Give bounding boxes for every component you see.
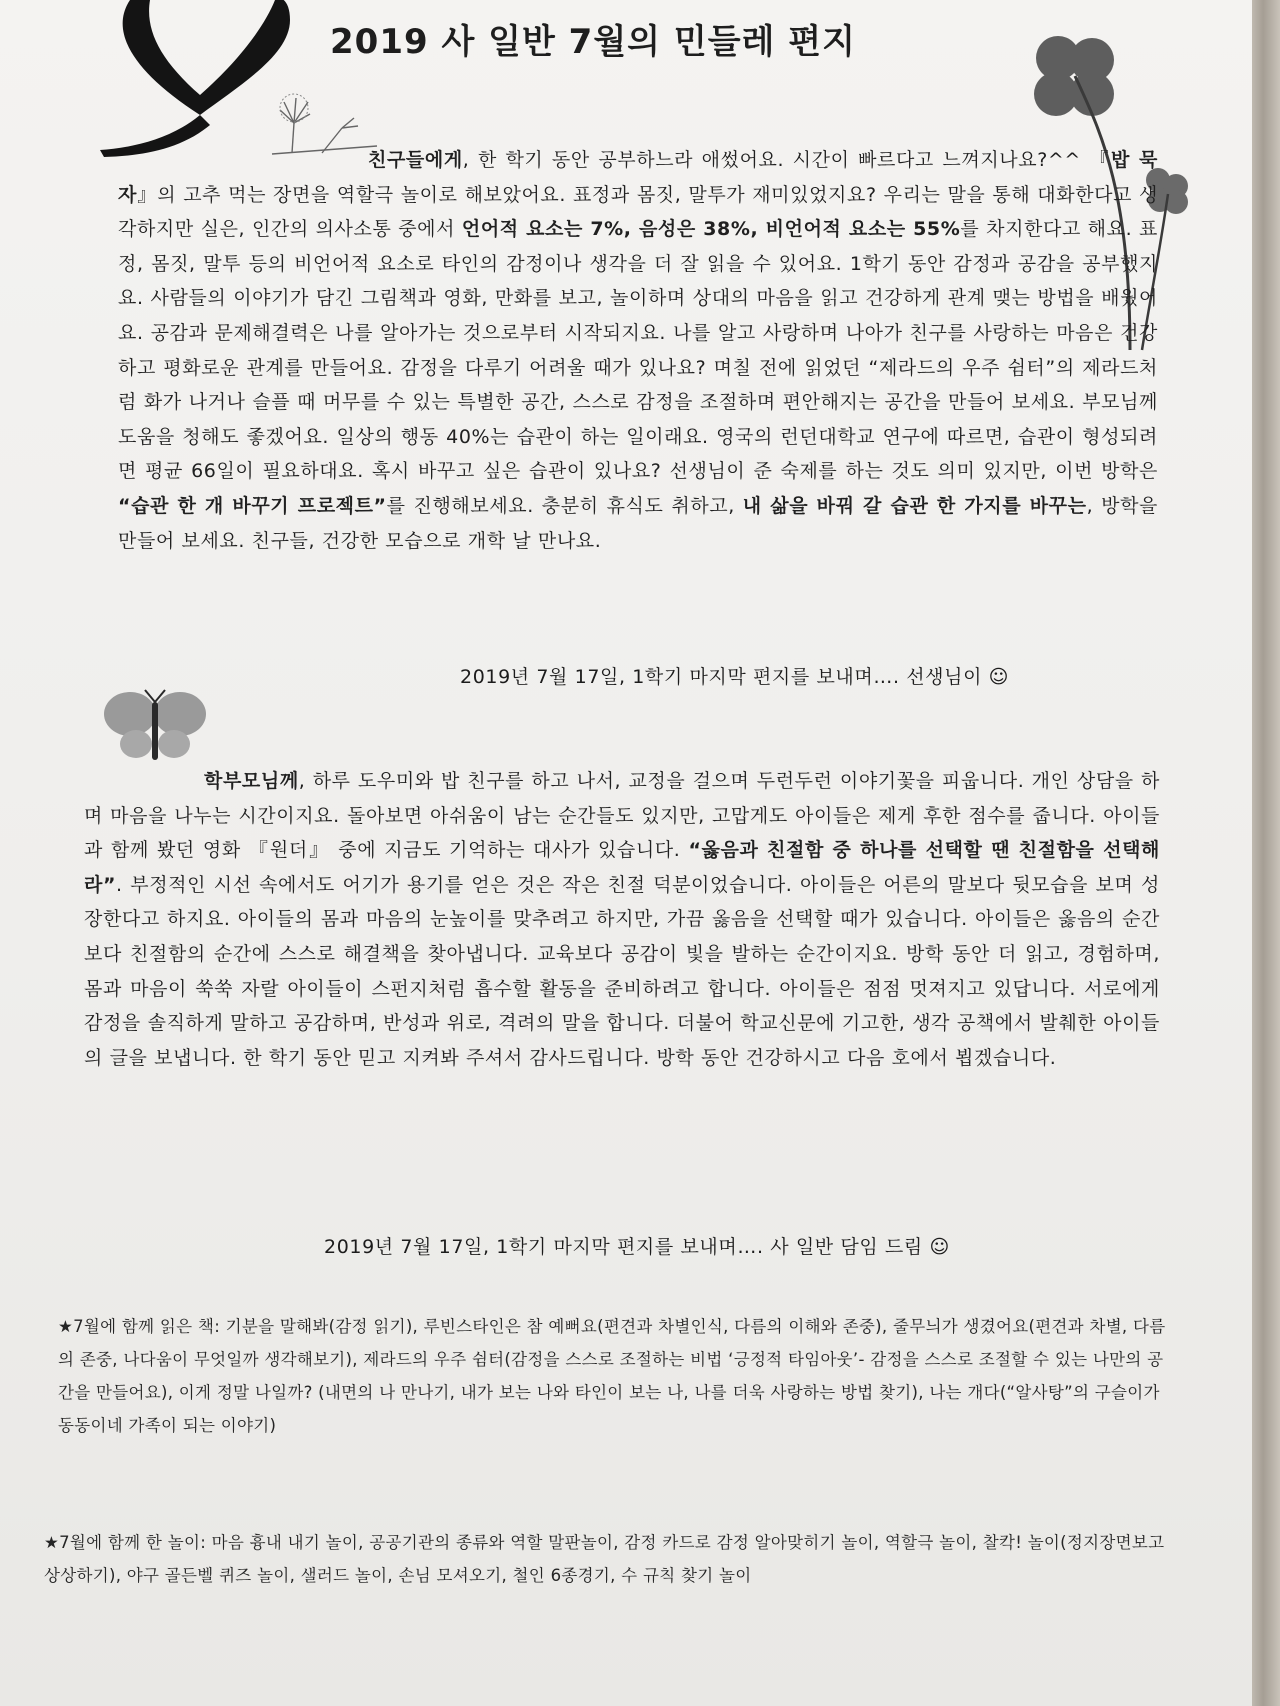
students-text-1: , 한 학기 동안 공부하느라 애썼어요. 시간이 빠르다고 느껴지나요?^^ 『	[462, 149, 1111, 171]
butterfly-icon	[100, 688, 210, 768]
habit-project: “습관 한 개 바꾸기 프로젝트”	[118, 494, 387, 517]
page-edge	[1252, 0, 1280, 1706]
students-text-5: , 방학을 만들어 보세요. 친구들, 건강한 모습으로 개학 날 만나요.	[118, 494, 1158, 552]
movie-quote: “옳음과 친절함 중 하나를 선택할 땐 친절함을 선택해라”	[84, 839, 1160, 896]
students-signature: 2019년 7월 17일, 1학기 마지막 편지를 보내며…. 선생님이 ☺	[460, 666, 1010, 688]
habit-phrase: 내 삶을 바꿔 갈 습관 한 가지를 바꾸는	[742, 494, 1087, 517]
page-title: 2019 사 일반 7월의 민들레 편지	[330, 22, 856, 62]
parents-greeting: 학부모님께	[204, 770, 299, 792]
letter-to-parents	[84, 764, 1160, 1075]
letter-to-students	[118, 143, 1158, 558]
communication-stat: 언어적 요소는 7%, 음성은 38%, 비언어적 요소는 55%	[461, 218, 961, 241]
students-greeting: 친구들에게	[368, 149, 463, 171]
parents-text-1: , 하루 도우미와 밥 친구를 하고 나서, 교정을 걸으며 두런두런 이야기꽃을 피웁니다. 개인 상담을 하며 마음을 나누는 시간이지요. 돌아보면 아쉬움이 남는 순간들도 있지만, 고맙게도 아이들은 제게 후한 점수를 줍니다. 아이들과 함께 봤던 영화 『원더』 중에 지금도 기억하는 대사가 있습니다.	[84, 770, 1160, 862]
games-played-note: ★7월에 함께 한 놀이: 마음 흉내 내기 놀이, 공공기관의 종류와 역할 말판놀이, 감정 카드로 감정 알아맞히기 놀이, 역할극 놀이, 찰칵! 놀이(정지장면보고 상상하기), 야구 골든벨 퀴즈 놀이, 샐러드 놀이, 손님 모셔오기, 철인 6종경기, 수 규칙 찾기 놀이	[44, 1533, 1165, 1585]
students-text-4: 를 진행해보세요. 충분히 휴식도 취하고,	[386, 494, 743, 517]
books-read-note: ★7월에 함께 읽은 책: 기분을 말해봐(감정 읽기), 루빈스타인은 참 예뻐요(편견과 차별인식, 다름의 이해와 존중), 줄무늬가 생겼어요(편견과 차별, 다름의 존중, 나다움이 무엇일까 생각해보기), 제라드의 우주 쉼터(감정을 스스로 조절하는 비법 ‘긍정적 타임아웃’- 감정을 스스로 조절할 수 있는 나만의 공간을 만들어요), 이게 정말 나일까? (내면의 나 만나기, 내가 보는 나와 타인이 보는 나, 나를 더욱 사랑하는 방법 찾기), 나는 개다(“알사탕”의 구슬이가 동동이네 가족이 되는 이야기)	[58, 1317, 1166, 1435]
book-title: 밥 묵자	[118, 149, 1158, 206]
students-text-3: 를 차지한다고 해요. 표정, 몸짓, 말투 등의 비언어적 요소로 타인의 감정이나 생각을 더 잘 읽을 수 있어요. 1학기 동안 감정과 공감을 공부했지요. 사람들의 이야기가 담긴 그림책과 영화, 만화를 보고, 놀이하며 상대의 마음을 읽고 건강하게 관계 맺는 방법을 배웠어요. 공감과 문제해결력은 나를 알아가는 것으로부터 시작되지요. 나를 알고 사랑하며 나아가 친구를 사랑하는 마음은 건강하고 평화로운 관계를 만들어요. 감정을 다루기 어려울 때가 있나요? 며칠 전에 읽었던 “제라드의 우주 쉼터”의 제라드처럼 화가 나거나 슬플 때 머무를 수 있는 특별한 공간, 스스로 감정을 조절하며 편안해지는 공간을 만들어 보세요. 부모님께 도움을 청해도 좋겠어요. 일상의 행동 40%는 습관이 하는 일이래요. 영국의 런던대학교 연구에 따르면, 습관이 형성되려면 평균 66일이 필요하대요. 혹시 바꾸고 싶은 습관이 있나요? 선생님이 준 숙제를 하는 것도 의미 있지만, 이번 방학은	[118, 218, 1158, 483]
parents-text-2: . 부정적인 시선 속에서도 어기가 용기를 얻은 것은 작은 친절 덕분이었습니다. 아이들은 어른의 말보다 뒷모습을 보며 성장한다고 하지요. 아이들의 몸과 마음의 눈높이를 맞추려고 하지만, 가끔 옳음을 선택할 때가 있습니다. 아이들은 옳음의 순간보다 친절함의 순간에 스스로 해결책을 찾아냅니다. 교육보다 공감이 빛을 발하는 순간이지요. 방학 동안 더 읽고, 경험하며, 몸과 마음이 쑥쑥 자랄 아이들이 스펀지처럼 흡수할 활동을 준비하려고 합니다. 아이들은 점점 멋져지고 있답니다. 서로에게 감정을 솔직하게 말하고 공감하며, 반성과 위로, 격려의 말을 합니다. 더불어 학교신문에 기고한, 생각 공책에서 발췌한 아이들의 글을 보냅니다. 한 학기 동안 믿고 지켜봐 주셔서 감사드립니다. 방학 동안 건강하시고 다음 호에서 뵙겠습니다.	[84, 873, 1160, 1069]
students-text-2: 』의 고추 먹는 장면을 역할극 놀이로 해보았어요. 표정과 몸짓, 말투가 재미있었지요? 우리는 말을 통해 대화한다고 생각하지만 실은, 인간의 의사소통 중에서	[118, 183, 1158, 241]
parents-signature: 2019년 7월 17일, 1학기 마지막 편지를 보내며…. 사 일반 담임 드림 ☺	[324, 1236, 950, 1258]
